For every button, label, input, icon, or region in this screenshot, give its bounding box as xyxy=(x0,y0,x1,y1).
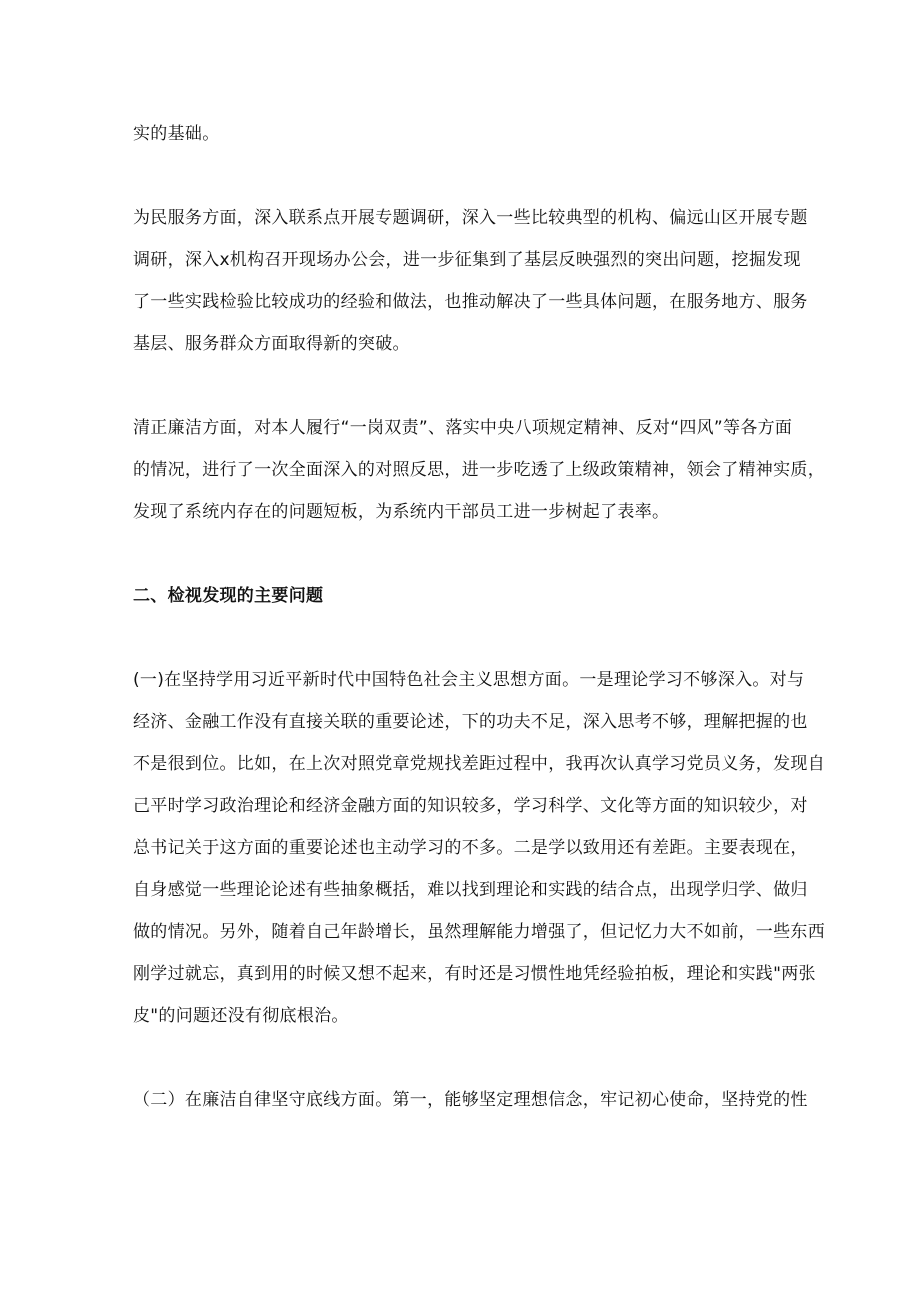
text-line: 做的情况。另外，随着自己年龄增长，虽然理解能力增强了，但记忆力大不如前，一些东西 xyxy=(133,922,825,942)
text-line: 为民服务方面，深入联系点开展专题调研，深入一些比较典型的机构、偏远山区开展专题 xyxy=(133,208,808,228)
text-line: 刚学过就忘，真到用的时候又想不起来，有时还是习惯性地凭经验拍板，理论和实践"两张 xyxy=(133,964,816,984)
text-line: 清正廉洁方面，对本人履行“一岗双责”、落实中央八项规定精神、反对“四风”等各方面 xyxy=(133,418,793,438)
text-line: 不是很到位。比如，在上次对照党章党规找差距过程中，我再次认真学习党员义务，发现自 xyxy=(133,754,825,774)
text-line: 经济、金融工作没有直接关联的重要论述，下的功夫不足，深入思考不够，理解把握的也 xyxy=(133,712,808,732)
text-line: 实的基础。 xyxy=(133,124,220,144)
text-line: 皮"的问题还没有彻底根治。 xyxy=(133,1006,349,1026)
text-line: 基层、服务群众方面取得新的突破。 xyxy=(133,334,410,354)
text-line: 调研，深入x机构召开现场办公会，进一步征集到了基层反映强烈的突出问题，挖掘发现 xyxy=(133,250,801,270)
section-heading: 二、检视发现的主要问题 xyxy=(133,586,324,606)
text-line: 发现了系统内存在的问题短板，为系统内干部员工进一步树起了表率。 xyxy=(133,502,670,522)
text-line: 了一些实践检验比较成功的经验和做法，也推动解决了一些具体问题，在服务地方、服务 xyxy=(133,292,808,312)
text-line: (一)在坚持学用习近平新时代中国特色社会主义思想方面。一是理论学习不够深入。对与 xyxy=(133,670,805,690)
text-line: 自身感觉一些理论论述有些抽象概括，难以找到理论和实践的结合点，出现学归学、做归 xyxy=(133,880,808,900)
text-line: 总书记关于这方面的重要论述也主动学习的不多。二是学以致用还有差距。主要表现在， xyxy=(133,838,808,858)
text-line: （二）在廉洁自律坚守底线方面。第一，能够坚定理想信念，牢记初心使命，坚持党的性 xyxy=(133,1090,808,1110)
text-line: 的情况，进行了一次全面深入的对照反思，进一步吃透了上级政策精神，领会了精神实质， xyxy=(133,460,825,480)
text-line: 己平时学习政治理论和经济金融方面的知识较多，学习科学、文化等方面的知识较少，对 xyxy=(133,796,808,816)
